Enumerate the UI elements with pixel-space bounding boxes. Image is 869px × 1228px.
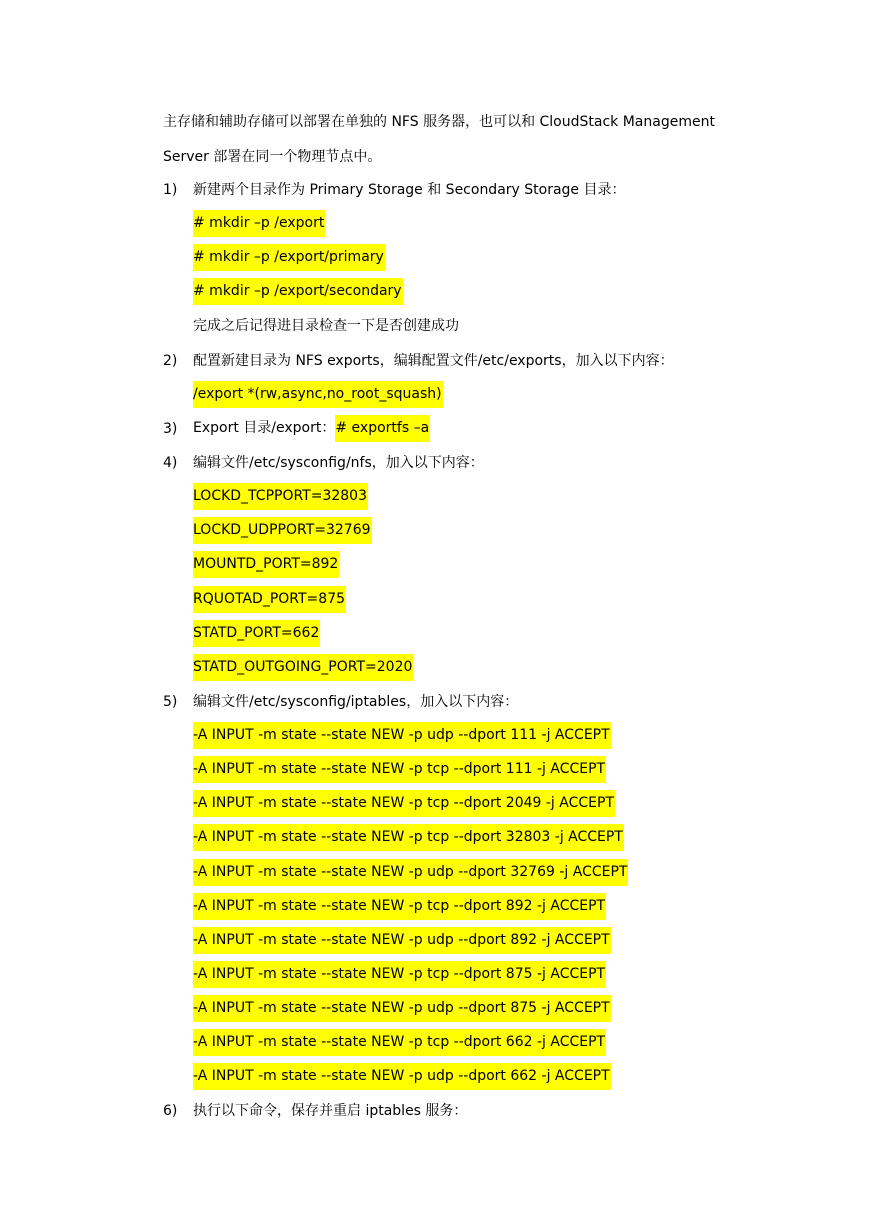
highlighted-command: # mkdir –p /export/primary: [193, 244, 385, 271]
highlighted-command: -A INPUT -m state --state NEW -p udp --dport 111 -j ACCEPT: [193, 722, 611, 749]
step-5-command-7: [193, 927, 611, 949]
highlighted-command: /export *(rw,async,no_root_squash): [193, 381, 443, 408]
highlighted-command: RQUOTAD_PORT=875: [193, 586, 346, 613]
step-6-number: 6): [163, 1103, 178, 1119]
step-5-command-5: [193, 859, 628, 881]
step-4-text: 编辑文件/etc/sysconfig/nfs，加入以下内容：: [193, 455, 484, 471]
step-5-command-3: [193, 790, 615, 812]
step-5-command-2: [193, 756, 606, 778]
highlighted-command: -A INPUT -m state --state NEW -p udp --dport 875 -j ACCEPT: [193, 995, 611, 1022]
step-2-number: 2): [163, 353, 178, 369]
step-3-line: [193, 415, 430, 437]
step-4-number: 4): [163, 455, 178, 471]
step-1-command-3: [193, 278, 403, 300]
highlighted-command: -A INPUT -m state --state NEW -p tcp --dport 875 -j ACCEPT: [193, 961, 606, 988]
step-1-command-1: [193, 210, 325, 232]
step-3-number: 3): [163, 421, 178, 437]
highlighted-command: -A INPUT -m state --state NEW -p tcp --dport 662 -j ACCEPT: [193, 1029, 606, 1056]
highlighted-command: LOCKD_UDPPORT=32769: [193, 517, 372, 544]
step-1-number: 1): [163, 182, 178, 198]
step-5-number: 5): [163, 694, 178, 710]
highlighted-command: LOCKD_TCPPORT=32803: [193, 483, 368, 510]
step-5-command-4: [193, 824, 624, 846]
step-4-command-2: [193, 517, 372, 539]
step-5-command-8: [193, 961, 606, 983]
intro-line-1: 主存储和辅助存储可以部署在单独的 NFS 服务器，也可以和 CloudStack Management: [163, 114, 715, 130]
step-2-command-1: [193, 381, 443, 403]
highlighted-command: -A INPUT -m state --state NEW -p udp --dport 32769 -j ACCEPT: [193, 859, 628, 886]
step-4-command-5: [193, 620, 320, 642]
highlighted-command: # exportfs –a: [335, 415, 430, 442]
step-5-text: 编辑文件/etc/sysconfig/iptables，加入以下内容：: [193, 694, 519, 710]
highlighted-command: -A INPUT -m state --state NEW -p udp --dport 892 -j ACCEPT: [193, 927, 611, 954]
highlighted-command: -A INPUT -m state --state NEW -p tcp --dport 32803 -j ACCEPT: [193, 824, 624, 851]
step-5-command-1: [193, 722, 611, 744]
highlighted-command: MOUNTD_PORT=892: [193, 551, 339, 578]
step-3-text: Export 目录/export：: [193, 420, 336, 436]
step-4-command-4: [193, 586, 346, 608]
highlighted-command: -A INPUT -m state --state NEW -p tcp --dport 111 -j ACCEPT: [193, 756, 606, 783]
highlighted-command: # mkdir –p /export: [193, 210, 325, 237]
highlighted-command: -A INPUT -m state --state NEW -p tcp --dport 2049 -j ACCEPT: [193, 790, 615, 817]
step-2-text: 配置新建目录为 NFS exports，编辑配置文件/etc/exports，加入以下内容：: [193, 353, 674, 369]
step-1-note: 完成之后记得进目录检查一下是否创建成功: [193, 318, 459, 334]
highlighted-command: -A INPUT -m state --state NEW -p tcp --dport 892 -j ACCEPT: [193, 893, 606, 920]
step-4-command-6: [193, 654, 413, 676]
step-6-text: 执行以下命令，保存并重启 iptables 服务：: [193, 1103, 468, 1119]
step-1-command-2: [193, 244, 385, 266]
highlighted-command: # mkdir –p /export/secondary: [193, 278, 403, 305]
step-4-command-3: [193, 551, 339, 573]
highlighted-command: -A INPUT -m state --state NEW -p udp --dport 662 -j ACCEPT: [193, 1063, 611, 1090]
highlighted-command: STATD_OUTGOING_PORT=2020: [193, 654, 413, 681]
step-5-command-6: [193, 893, 606, 915]
step-5-command-11: [193, 1063, 611, 1085]
step-4-command-1: [193, 483, 368, 505]
step-5-command-10: [193, 1029, 606, 1051]
step-1-text: 新建两个目录作为 Primary Storage 和 Secondary Storage 目录：: [193, 182, 626, 198]
highlighted-command: STATD_PORT=662: [193, 620, 320, 647]
intro-line-2: Server 部署在同一个物理节点中。: [163, 149, 382, 165]
step-5-command-9: [193, 995, 611, 1017]
